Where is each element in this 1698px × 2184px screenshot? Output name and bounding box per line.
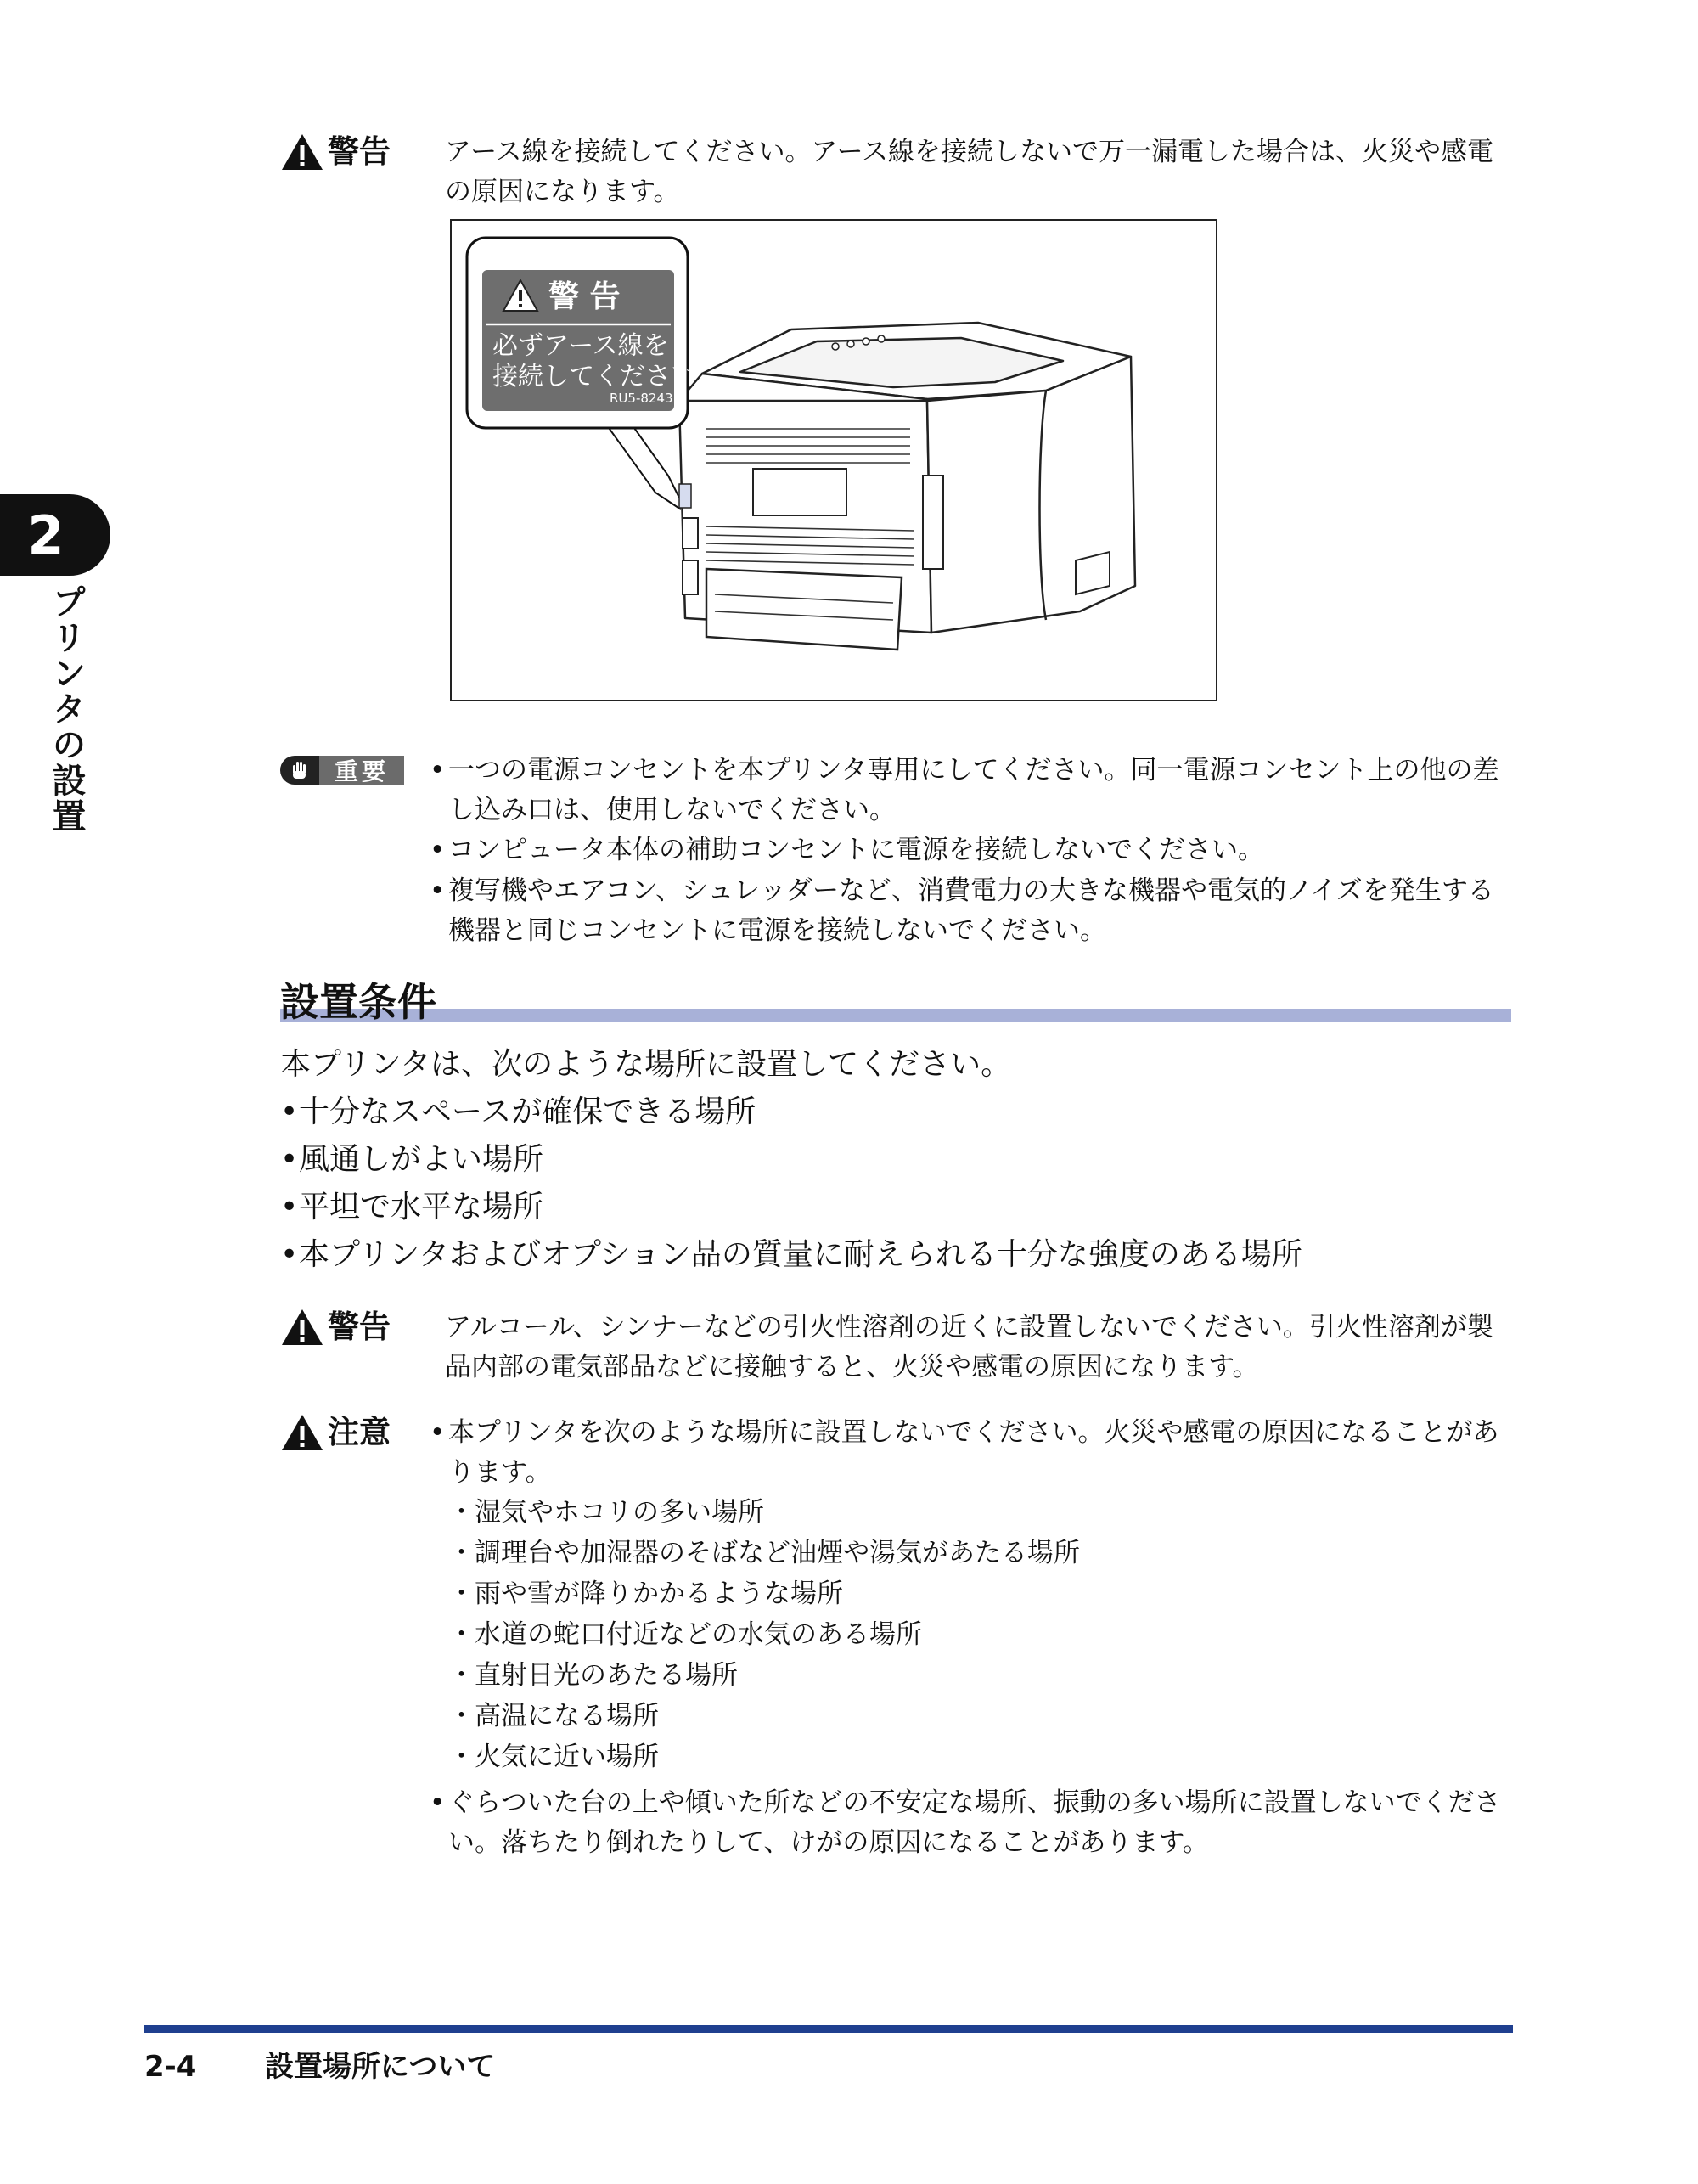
- footer-section-title: 設置場所について: [265, 2050, 496, 2084]
- bullet: •: [430, 755, 446, 785]
- bullet: •: [280, 1142, 299, 1177]
- warning-label: [280, 1308, 391, 1347]
- section-title: 設置条件: [280, 979, 436, 1025]
- chapter-number-tab: [0, 494, 110, 576]
- important-badge: [280, 756, 404, 785]
- bullet: •: [430, 835, 446, 865]
- warning-text: アルコール、シンナーなどの引火性溶剤の近くに設置しないでください。引火性溶剤が製 品内部の電気部品などに接触すると、火災や感電の原因になります。: [445, 1312, 1493, 1382]
- important-item-3: • 複写機やエアコン、シュレッダーなど、消費電力の大きな機器や電気的ノイズを発生する 機器と同じコンセントに電源を接続しないでください。: [430, 871, 1494, 951]
- bullet: •: [430, 1787, 446, 1818]
- caution-triangle-icon: [280, 1413, 324, 1452]
- important-item-2: • コンピュータ本体の補助コンセントに電源を接続しないでください。: [430, 830, 1264, 870]
- sticker-line1: 必ずアース線を: [492, 331, 669, 361]
- warning-triangle-icon: [280, 1308, 324, 1347]
- caution-subitem: ・水道の蛇口付近などの水気のある場所: [448, 1619, 922, 1650]
- caution-subitem: ・直射日光のあたる場所: [448, 1660, 738, 1691]
- hand-icon: [280, 756, 319, 785]
- bullet: •: [430, 875, 446, 906]
- caution-item-2: • ぐらついた台の上や傾いた所などの不安定な場所、振動の多い場所に設置しないでくださ い。落ちたり倒れたりして、けがの原因になることがあります。: [430, 1783, 1501, 1863]
- important-item-1: • 一つの電源コンセントを本プリンタ専用にしてください。同一電源コンセント上の他の差 し込み口は、使用しないでください。: [430, 751, 1499, 830]
- bullet: •: [280, 1190, 299, 1224]
- caution-item-1: • 本プリンタを次のような場所に設置しないでください。火災や感電の原因になることがあ ります。: [430, 1413, 1499, 1493]
- important-label: 重要: [319, 756, 404, 785]
- caution-subitem: ・湿気やホコリの多い場所: [448, 1497, 764, 1528]
- chapter-number: 2: [27, 504, 65, 566]
- caution-subitem: ・火気に近い場所: [448, 1742, 659, 1772]
- bullet: •: [280, 1237, 299, 1272]
- caution-label-text: 注意: [328, 1414, 391, 1450]
- warning-text: アース線を接続してください。アース線を接続しないで万一漏電した場合は、火災や感電 の原因になります。: [445, 137, 1494, 207]
- sticker-title: 警 告: [548, 279, 621, 314]
- condition-item-4: • 本プリンタおよびオプション品の質量に耐えられる十分な強度のある場所: [280, 1231, 1302, 1279]
- printer-rear-figure: [450, 219, 1217, 701]
- condition-item-1: • 十分なスペースが確保できる場所: [280, 1089, 756, 1136]
- page-number: 2-4: [144, 2050, 197, 2084]
- warning-label: [280, 132, 391, 172]
- condition-item-3: • 平坦で水平な場所: [280, 1184, 543, 1231]
- footer-rule: [144, 2025, 1513, 2033]
- caution-label: [280, 1413, 391, 1452]
- section-intro: 本プリンタは、次のような場所に設置してください。: [280, 1047, 1012, 1082]
- sticker-line2: 接続してください。: [492, 362, 722, 391]
- sticker-code: RU5-8243: [610, 391, 673, 406]
- chapter-title-vertical: プリンタの設置: [47, 584, 86, 834]
- warning-label-text: 警告: [328, 133, 391, 170]
- section-heading-rule: [280, 1009, 1511, 1022]
- caution-subitem: ・雨や雪が降りかかるような場所: [448, 1579, 843, 1609]
- condition-item-2: • 風通しがよい場所: [280, 1136, 543, 1184]
- caution-subitem: ・調理台や加湿器のそばなど油煙や湯気があたる場所: [448, 1538, 1080, 1568]
- bullet: •: [430, 1417, 446, 1448]
- bullet: •: [280, 1095, 299, 1129]
- warning-label-text: 警告: [328, 1309, 391, 1345]
- caution-subitem: ・高温になる場所: [448, 1701, 659, 1731]
- warning-triangle-icon: [280, 132, 324, 172]
